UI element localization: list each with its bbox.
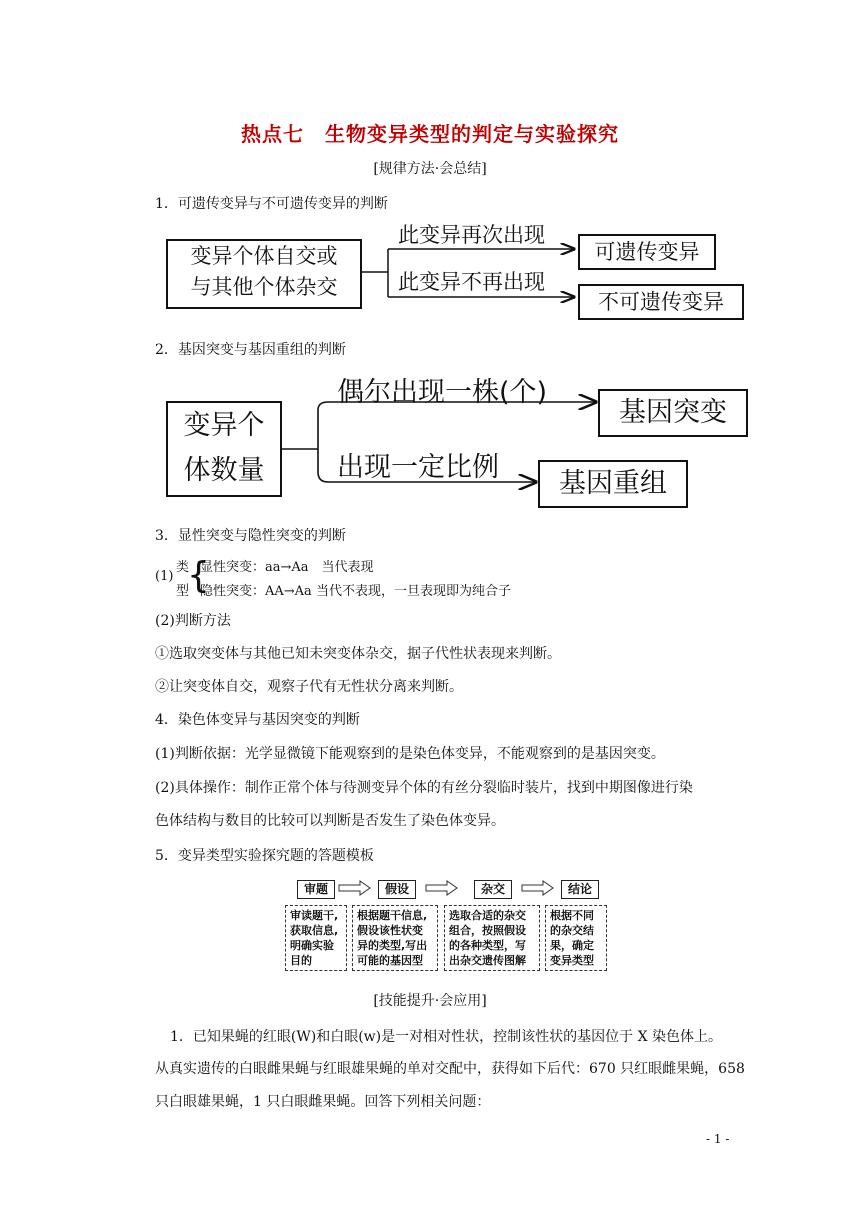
box-gene-mutation: 基因突变 xyxy=(598,389,748,437)
step-desc-2 xyxy=(352,905,438,971)
step-desc-4-line: 的杂交结 xyxy=(550,924,594,937)
type-char-1: 类 xyxy=(176,560,190,575)
step-desc-4-line: 变异类型 xyxy=(550,954,594,967)
box-variant-crossing-line1: 变异个体自交或 xyxy=(190,244,338,268)
s4-paragraph-2-line1: (2)具体操作：制作正常个体与待测变异个体的有丝分裂临时装片，找到中期图像进行染 xyxy=(155,780,693,796)
step-label-1: 审题 xyxy=(297,880,335,899)
s4-paragraph-1: (1)判断依据：光学显微镜下能观察到的是染色体变异，不能观察到的是基因突变。 xyxy=(155,746,665,762)
step-desc-1-line: 审读题干, xyxy=(290,909,339,922)
s4-paragraph-2-line2: 色体结构与数目的比较可以判断是否发生了染色体变异。 xyxy=(155,813,505,829)
step-desc-3-line: 选取合适的杂交 xyxy=(449,909,526,922)
box-heritable-variation: 可遗传变异 xyxy=(578,234,716,270)
section-subtitle-skills: [技能提升·会应用] xyxy=(373,993,487,1009)
page-number: - 1 - xyxy=(706,1132,730,1146)
step-desc-2-line: 假设该性状变 xyxy=(357,924,423,937)
item-1-number: (1) xyxy=(155,569,174,584)
step-desc-3-line: 组合，按照假设 xyxy=(449,924,526,937)
step-desc-4 xyxy=(545,905,607,971)
step-desc-1-line: 获取信息, xyxy=(290,924,339,937)
step-desc-1-line: 目的 xyxy=(290,954,312,967)
type-char-2: 型 xyxy=(176,584,190,599)
section-1-heading: 1．可遗传变异与不可遗传变异的判断 xyxy=(155,196,388,212)
section-3-heading: 3．显性突变与隐性突变的判断 xyxy=(155,528,346,544)
section-2-heading: 2．基因突变与基因重组的判断 xyxy=(155,342,346,358)
step-desc-2-line: 异的类型,写出 xyxy=(357,939,428,952)
section-4-heading: 4．染色体变异与基因突变的判断 xyxy=(155,712,360,728)
step-label-2: 假设 xyxy=(378,880,416,899)
question-1-line3: 只白眼雄果蝇，1 只白眼雌果蝇。回答下列相关问题： xyxy=(155,1094,491,1110)
section-5-heading: 5．变异类型实验探究题的答题模板 xyxy=(155,848,374,864)
box-variant-count-line2: 体数量 xyxy=(183,455,265,486)
dominant-mutation: 显性突变：aa→Aa 当代表现 xyxy=(200,560,374,575)
box-variant-crossing-line2: 与其他个体杂交 xyxy=(190,275,338,299)
box-gene-recombination: 基因重组 xyxy=(538,460,688,508)
step-desc-3-line: 出杂交遗传图解 xyxy=(449,954,526,967)
step-desc-4-line: 根据不同 xyxy=(550,909,594,922)
recessive-mutation: 隐性突变：AA→Aa 当代不表现，一旦表现即为纯合子 xyxy=(200,584,511,599)
method-1: ①选取突变体与其他已知未突变体杂交，据子代性状表现来判断。 xyxy=(155,646,561,662)
step-label-3: 杂交 xyxy=(474,880,512,899)
box-non-heritable-variation: 不可遗传变异 xyxy=(578,284,744,320)
box-variant-count xyxy=(166,401,282,497)
arrow-label-not-reappear: 此变异不再出现 xyxy=(398,270,545,294)
arrow-label-certain-ratio: 出现一定比例 xyxy=(337,452,499,483)
section-subtitle-methods: [规律方法·会总结] xyxy=(373,161,487,177)
question-1-line1: 1．已知果蝇的红眼(W)和白眼(w)是一对相对性状，控制该性状的基因位于 X 染色体上。 xyxy=(170,1029,722,1045)
page-title: 热点七 生物变异类型的判定与实验探究 xyxy=(241,122,619,146)
step-desc-2-line: 根据题干信息, xyxy=(357,909,428,922)
step-desc-2-line: 可能的基因型 xyxy=(357,954,423,967)
arrow-label-reappears: 此变异再次出现 xyxy=(398,223,545,247)
arrow-label-occasional: 偶尔出现一株(个) xyxy=(337,377,548,408)
step-desc-3 xyxy=(444,905,540,971)
step-desc-1-line: 明确实验 xyxy=(290,939,334,952)
step-desc-4-line: 果，确定 xyxy=(550,939,594,952)
step-desc-3-line: 的各种类型，写 xyxy=(449,939,526,952)
flow-arrows xyxy=(0,878,860,898)
method-2: ②让突变体自交，观察子代有无性状分离来判断。 xyxy=(155,679,463,695)
item-2-method: (2)判断方法 xyxy=(155,613,231,629)
box-variant-count-line1: 变异个 xyxy=(183,410,265,441)
question-1-line2: 从真实遗传的白眼雌果蝇与红眼雄果蝇的单对交配中，获得如下后代：670 只红眼雌果蝇，658 xyxy=(155,1061,745,1077)
box-variant-crossing xyxy=(166,239,362,309)
brace-icon: { xyxy=(187,555,210,596)
step-desc-1 xyxy=(285,905,347,971)
step-label-4: 结论 xyxy=(561,880,599,899)
